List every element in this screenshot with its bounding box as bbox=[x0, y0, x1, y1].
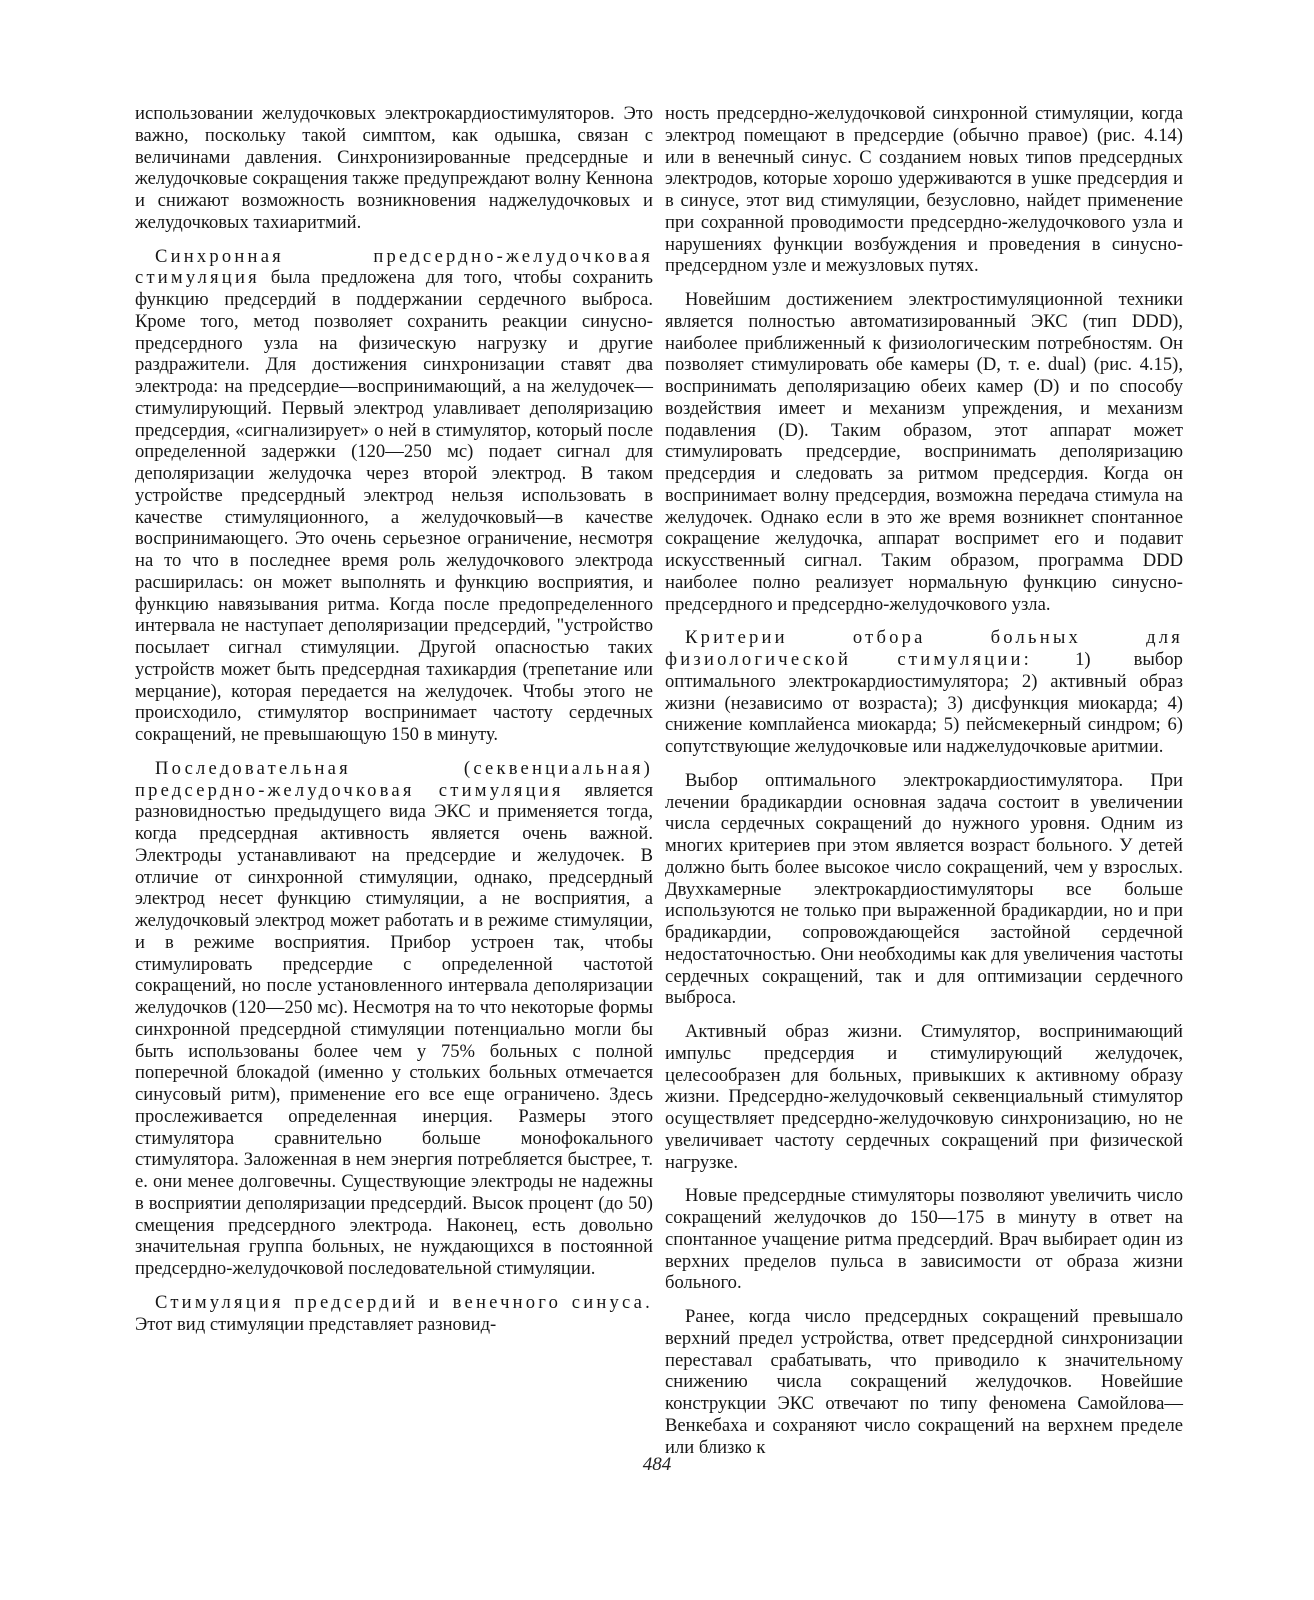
paragraph-lead: Синхронная предсердно-желудочковая стимуляция bbox=[135, 245, 653, 289]
paragraph-lead: Последовательная (секвенциальная) предсердно-желудочковая стимуляция bbox=[135, 757, 653, 801]
left-column bbox=[135, 103, 653, 1347]
paragraph bbox=[135, 246, 653, 746]
paragraph-text: Активный образ жизни. Стимулятор, воспринимающий импульс предсердия и стимулирующий желудочек, целесообразен для больных, привыкших к активному образу жизни. Предсердно-желудочковый секвенциальный стимулятор осуществляет предсердно-желудочковую синхронизацию, но не увеличивает частоту сердечных сокращений при физической нагрузке. bbox=[665, 1021, 1183, 1173]
paragraph-text: является разновидностью предыдущего вида ЭКС и применяется тогда, когда предсердная активность является очень важной. Электроды устанавливают на предсердие и желудочек. В отличие от синхронной стимуляции, однако, предсердный электрод несет функцию стимуляции, а не восприятия, а желудочковый электрод может работать и в режиме стимуляции, и в режиме восприятия. Прибор устроен так, чтобы стимулировать предсердие с определенной частотой сокращений, но после установленного интервала деполяризации желудочков (120—250 мс). Несмотря на то что некоторые формы синхронной предсердной стимуляции потенциально могли бы быть использованы более чем у 75% больных с полной поперечной блокадой (именно у стольких больных отмечается синусовый ритм), применение его все еще ограничено. Здесь прослеживается определенная инерция. Размеры этого стимулятора сравнительно больше монофокального стимулятора. Заложенная в нем энергия потребляется быстрее, т. е. они менее долговечны. Существующие электроды не надежны в восприятии деполяризации предсердий. Высок процент (до 50) смещения предсердного электрода. Наконец, есть довольно значительная группа больных, не нуждающихся в постоянной предсердно-желудочковой последовательной стимуляции. bbox=[135, 779, 653, 1279]
page-number: 484 bbox=[642, 1454, 672, 1475]
paragraph bbox=[665, 289, 1183, 615]
paragraph bbox=[665, 1021, 1183, 1173]
paragraph-text: Новые предсердные стимуляторы позволяют увеличить число сокращений желудочков до 150—175 в минуту в ответ на спонтанное учащение ритма предсердий. Врач выбирает один из верхних пределов пульса в зависимости от образа жизни больного. bbox=[665, 1185, 1183, 1294]
paragraph bbox=[135, 1292, 653, 1336]
paragraph bbox=[665, 627, 1183, 758]
right-column bbox=[665, 103, 1183, 1470]
paragraph bbox=[665, 1306, 1183, 1458]
paragraph-text: ность предсердно-желудочковой синхронной стимуляции, когда электрод помещают в предсердие (обычно правое) (рис. 4.14) или в венечный синус. С созданием новых типов предсердных электродов, которые хорошо удерживаются в ушке предсердия и в синусе, этот вид стимуляции, безусловно, найдет применение при сохранной проводимости предсердно-желудочкового узла и нарушениях функции возбуждения и проведения в синусно-предсердном узле и межузловых путях. bbox=[665, 103, 1183, 277]
paragraph-lead: Критерии отбора больных для физиологической стимуляции: bbox=[665, 627, 1183, 670]
paragraph bbox=[665, 770, 1183, 1009]
paragraph-text: Новейшим достижением электростимуляционной техники является полностью автоматизированный ЭКС (тип DDD), наиболее приближенный к физиологическим потребностям. Он позволяет стимулировать обе камеры (D, т. е. dual) (рис. 4.15), воспринимать деполяризацию обеих камер (D) и по способу воздействия имеет и механизм упреждения, и механизм подавления (D). Таким образом, этот аппарат может стимулировать предсердие, воспринимать деполяризацию предсердия и следовать за ритмом предсердия. Когда он воспринимает волну предсердия, возможна передача стимула на желудочек. Однако если в это же время возникнет спонтанное сокращение желудочка, аппарат воспримет его и подавит искусственный сигнал. Таким образом, программа DDD наиболее полно реализует нормальную функцию синусно-предсердного и предсердно-желудочкового узла. bbox=[665, 289, 1183, 615]
paragraph-text: Этот вид стимуляции представляет разновид- bbox=[135, 1313, 497, 1335]
paragraph bbox=[135, 103, 653, 234]
paragraph-text: Выбор оптимального электрокардиостимулятора. При лечении брадикардии основная задача состоит в увеличении числа сердечных сокращений до нужного уровня. Одним из многих критериев при этом является возраст больного. У детей должно быть более высокое число сокращений, чем у взрослых. Двухкамерные электрокардиостимуляторы все больше используются не только при выраженной брадикардии, но и при брадикардии, сопровождающейся застойной сердечной недостаточностью. Они необходимы как для увеличения частоты сердечных сокращений, так и для оптимизации сердечного выброса. bbox=[665, 769, 1183, 1009]
paragraph bbox=[665, 1185, 1183, 1294]
paragraph bbox=[135, 758, 653, 1280]
paragraph bbox=[665, 103, 1183, 277]
paragraph-text: 1) выбор оптимального электрокардиостимулятора; 2) активный образ жизни (независимо от возраста); 3) дисфункция миокарда; 4) снижение комплайенса миокарда; 5) пейсмекерный синдром; 6) сопутствующие желудочковые или наджелудочковые аритмии. bbox=[665, 649, 1183, 757]
paragraph-text: была предложена для того, чтобы сохранить функцию предсердий в поддержании сердечного выброса. Кроме того, метод позволяет сохранить реакции синусно-предсердного узла на физическую нагрузку и другие раздражители. Для достижения синхронизации ставят два электрода: на предсердие—воспринимающий, а на желудочек—стимулирующий. Первый электрод улавливает деполяризацию предсердия, «сигнализирует» о ней в стимулятор, который после определенной задержки (120—250 мс) подает сигнал для деполяризации желудочка через второй электрод. В таком устройстве предсердный электрод нельзя использовать в качестве стимуляционного, а желудочковый—в качестве воспринимающего. Это очень серьезное ограничение, несмотря на то что в последнее время роль желудочкового электрода расширилась: он может выполнять и функцию восприятия, и функцию навязывания ритма. Когда после предопределенного интервала не наступает деполяризации предсердий, "устройство посылает сигнал стимуляции. Другой опасностью таких устройств может быть предсердная тахикардия (трепетание или мерцание), которая передается на желудочек. Чтобы этого не происходило, стимулятор воспринимает частоту сердечных сокращений, не превышающую 150 в минуту. bbox=[135, 267, 653, 745]
paragraph-text: Ранее, когда число предсердных сокращений превышало верхний предел устройства, ответ предсердной синхронизации переставал срабатывать, что приводило к значительному снижению числа сокращений желудочков. Новейшие конструкции ЭКС отвечают по типу феномена Самойлова—Венкебаха и сохраняют число сокращений на верхнем пределе или близко к bbox=[665, 1306, 1183, 1458]
paragraph-text: использовании желудочковых электрокардиостимуляторов. Это важно, поскольку такой симптом, как одышка, связан с величинами давления. Синхронизированные предсердные и желудочковые сокращения также предупреждают волну Кеннона и снижают возможность возникновения наджелудочковых и желудочковых тахиаритмий. bbox=[135, 103, 653, 233]
paragraph-lead: Стимуляция предсердий и венечного синуса. bbox=[155, 1291, 653, 1313]
